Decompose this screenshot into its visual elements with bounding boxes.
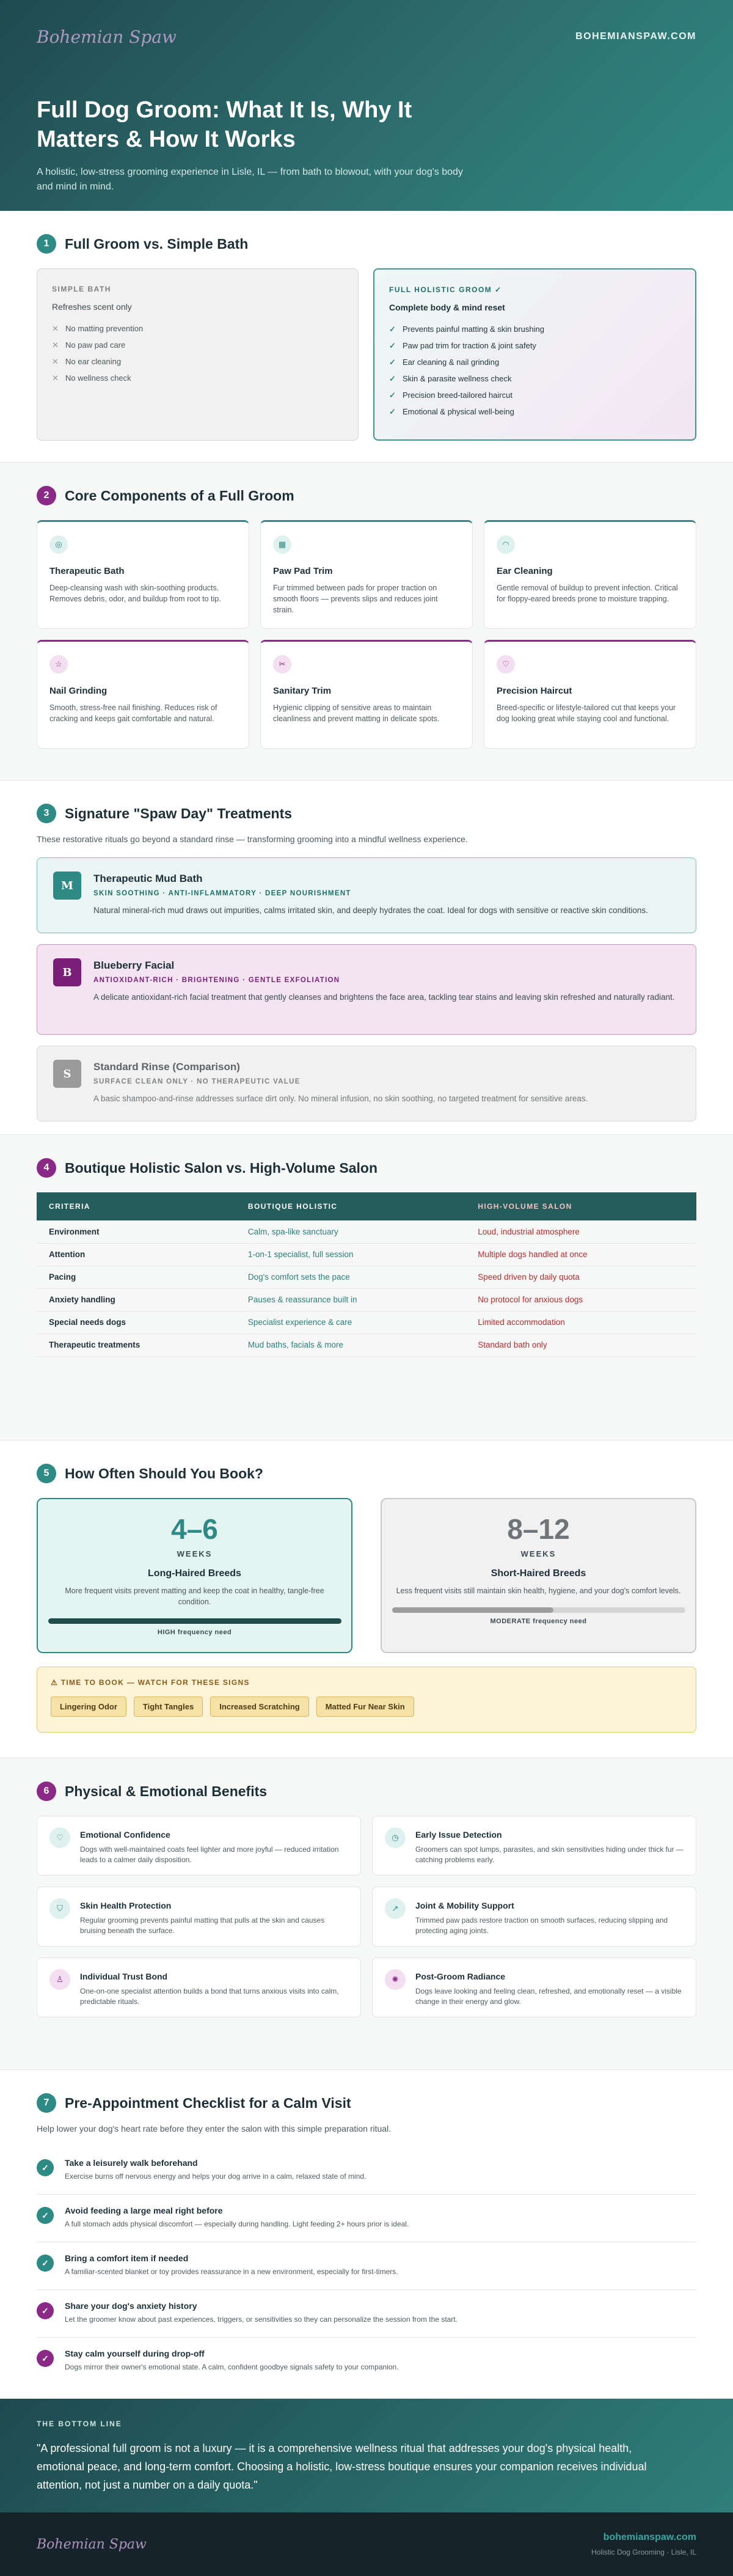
section-intro: These restorative rituals go beyond a standard rinse — transforming grooming into a mindful wellness experience.	[37, 834, 468, 844]
checklist-text: A familiar-scented blanket or toy provides reassurance in a new environment, especially for first-timers.	[65, 2267, 398, 2276]
paw-icon: ▦	[273, 535, 291, 554]
section-benefits	[0, 1758, 733, 2070]
checklist-text: Dogs mirror their owner's emotional state. A calm, confident goodbye signals safety to your companion.	[65, 2363, 399, 2371]
section-spaw-day	[0, 780, 733, 1135]
week-range: 8–12	[507, 1513, 570, 1545]
table-row	[37, 1311, 696, 1334]
component-card	[37, 520, 249, 629]
treatment-tags: ANTIOXIDANT-RICH · BRIGHTENING · GENTLE EXFOLIATION	[93, 977, 340, 984]
week-range: 4–6	[171, 1513, 218, 1545]
high-volume-cell: No protocol for anxious dogs	[465, 1288, 696, 1311]
component-text: Smooth, stress-free nail finishing. Reduces risk of cracking and keeps gait comfortable and natural.	[49, 703, 217, 723]
sign-chip: Matted Fur Near Skin	[316, 1697, 414, 1717]
component-title: Ear Cleaning	[497, 566, 553, 576]
checklist-title: Take a leisurely walk beforehand	[65, 2158, 198, 2168]
benefit-card	[372, 1887, 696, 1947]
nail-icon: ☆	[49, 655, 68, 673]
mud-badge: M	[53, 872, 81, 900]
list-item: ✕ No paw pad care	[52, 340, 126, 350]
benefit-title: Emotional Confidence	[80, 1830, 170, 1840]
page-title: Full Dog Groom: What It Is, Why It Matters & How It Works	[37, 97, 412, 152]
card-tag: SIMPLE BATH	[52, 285, 111, 293]
check-icon: ✓	[37, 2159, 54, 2176]
check-icon: ✓	[389, 340, 396, 350]
treatment-title: Therapeutic Mud Bath	[93, 873, 203, 884]
section-title: Pre-Appointment Checklist for a Calm Visit	[65, 2094, 351, 2111]
footer	[0, 2512, 733, 2576]
benefit-text: Regular grooming prevents painful matting that pulls at the skin and causes bruising beneath the surface.	[80, 1916, 325, 1935]
section-full-vs-bath	[0, 211, 733, 463]
frequency-need: MODERATE frequency need	[490, 1618, 587, 1625]
frequency-fill	[392, 1607, 553, 1613]
list-item: ✓ Ear cleaning & nail grinding	[389, 357, 500, 367]
logo-text: Bohemian Spaw	[37, 26, 177, 47]
high-volume-cell: Limited accommodation	[465, 1311, 696, 1334]
user-icon: ♙	[49, 1969, 70, 1990]
checklist-title: Avoid feeding a large meal right before	[65, 2206, 223, 2215]
bottom-line-quote: "A professional full groom is not a luxury — it is a comprehensive wellness ritual that addresses your dog's physical health, emotional peace, and long-term comfort. Choosing a holistic, low-stress boutique ensures your companion receives individual attention, not just a number on a daily quota."	[37, 2442, 647, 2491]
frequency-bar	[48, 1618, 341, 1624]
full-groom-card	[373, 268, 696, 441]
section-number: 1	[37, 234, 56, 254]
list-item: ✕ No matting prevention	[52, 323, 144, 333]
ear-icon: ◠	[497, 535, 515, 554]
treatment-text: Natural mineral-rich mud draws out impurities, calms irritated skin, and deeply hydrates the coat. Ideal for dogs with sensitive or reactive skin conditions.	[93, 906, 648, 915]
check-icon: ✓	[389, 390, 396, 400]
sign-chip: Increased Scratching	[210, 1697, 309, 1717]
component-card	[484, 640, 696, 749]
boutique-cell: Dog's comfort sets the pace	[236, 1266, 465, 1288]
checklist-text: Let the groomer know about past experiences, triggers, or sensitivities so they can personalize the session from the start.	[65, 2315, 458, 2324]
benefit-text: Dogs with well-maintained coats feel lighter and more joyful — reduced irritation leads to a calmer daily disposition.	[80, 1845, 339, 1864]
hero-header	[0, 0, 733, 211]
list-item: ✓ Paw pad trim for traction & joint safety	[389, 340, 536, 350]
card-subtitle: Complete body & mind reset	[389, 303, 505, 312]
checklist-item	[37, 2338, 696, 2385]
shield-icon: ⛉	[49, 1898, 70, 1919]
checklist-item	[37, 2290, 696, 2338]
benefit-card	[372, 1816, 696, 1876]
page-subtitle: A holistic, low-stress grooming experience in Lisle, IL — from bath to blowout, with your dog's body and mind in mind.	[37, 167, 463, 192]
benefit-text: One-on-one specialist attention builds a bond that turns anxious visits into calm, predictable rituals.	[80, 1987, 339, 2006]
clock-icon: ◷	[385, 1827, 406, 1848]
component-text: Breed-specific or lifestyle-tailored cut that keeps your dog looking great while staying cool and functional.	[497, 703, 676, 723]
list-item: ✓ Precision breed-tailored haircut	[389, 390, 512, 400]
criteria-cell: Anxiety handling	[37, 1288, 236, 1311]
list-item: ✕ No wellness check	[52, 373, 131, 383]
section-number: 6	[37, 1782, 56, 1801]
simple-bath-card	[37, 268, 359, 441]
boutique-cell: Pauses & reassurance built in	[236, 1288, 465, 1311]
list-item: ✓ Prevents painful matting & skin brushing	[389, 324, 544, 334]
table-row	[37, 1220, 696, 1243]
section-title: Signature "Spaw Day" Treatments	[65, 805, 293, 821]
rinse-badge: S	[53, 1060, 81, 1088]
list-item: ✓ Skin & parasite wellness check	[389, 373, 512, 383]
component-title: Paw Pad Trim	[273, 566, 333, 576]
benefit-card	[37, 1887, 361, 1947]
component-text: Deep-cleansing wash with skin-soothing products. Removes debris, odor, and buildup from root to tip.	[49, 584, 221, 603]
high-volume-cell: Speed driven by daily quota	[465, 1266, 696, 1288]
check-icon: ✓	[37, 2255, 54, 2272]
section-core-components	[0, 463, 733, 780]
high-volume-cell: Multiple dogs handled at once	[465, 1243, 696, 1266]
list-item: ✕ No ear cleaning	[52, 356, 122, 366]
scissors-icon: ✂	[273, 655, 291, 673]
component-card	[484, 520, 696, 629]
component-title: Precision Haircut	[497, 686, 572, 696]
treatment-title: Blueberry Facial	[93, 960, 175, 971]
sign-chip: Tight Tangles	[134, 1697, 203, 1717]
check-icon: ✓	[389, 357, 396, 367]
checklist-text: Exercise burns off nervous energy and helps your dog arrive in a calm, relaxed state of mind.	[65, 2172, 366, 2181]
x-icon: ✕	[52, 373, 59, 383]
check-icon: ✓	[389, 406, 396, 416]
column-header: BOUTIQUE HOLISTIC	[247, 1202, 338, 1211]
bottom-line-label: THE BOTTOM LINE	[37, 2420, 122, 2428]
blueberry-badge: B	[53, 958, 81, 986]
bottom-line	[0, 2399, 733, 2512]
component-text: Fur trimmed between pads for proper traction on smooth floors — prevents slips and reduces joint strain.	[273, 584, 438, 614]
component-card	[260, 520, 473, 629]
section-booking-frequency	[0, 1440, 733, 1758]
section-number: 5	[37, 1464, 56, 1483]
benefit-text: Trimmed paw pads restore traction on smooth surfaces, reducing slipping and protecting aging joints.	[415, 1916, 668, 1935]
list-item: ✓ Emotional & physical well-being	[389, 406, 514, 416]
checklist-title: Share your dog's anxiety history	[65, 2301, 197, 2311]
week-unit: WEEKS	[520, 1549, 556, 1558]
section-number: 3	[37, 804, 56, 823]
section-number: 2	[37, 486, 56, 505]
criteria-cell: Environment	[37, 1220, 236, 1243]
site-link[interactable]: BOHEMIANSPAW.COM	[575, 31, 696, 42]
column-header: HIGH-VOLUME SALON	[478, 1202, 572, 1211]
component-text: Hygienic clipping of sensitive areas to maintain cleanliness and prevent matting in delicate spots.	[273, 703, 440, 723]
section-title: How Often Should You Book?	[65, 1465, 263, 1481]
bath-icon: ◎	[49, 535, 68, 554]
breed-text: More frequent visits prevent matting and keep the coat in healthy, tangle-free condition.	[65, 1587, 324, 1606]
long-haired-card	[37, 1498, 352, 1653]
treatment-title: Standard Rinse (Comparison)	[93, 1061, 240, 1073]
footer-site-link[interactable]: bohemianspaw.com	[603, 2532, 696, 2542]
high-volume-cell: Loud, industrial atmosphere	[465, 1220, 696, 1243]
sign-chip: Lingering Odor	[51, 1697, 126, 1717]
sparkle-icon: ✺	[385, 1969, 406, 1990]
section-title: Physical & Emotional Benefits	[65, 1783, 268, 1799]
high-volume-cell: Standard bath only	[465, 1334, 696, 1356]
benefit-card	[37, 1816, 361, 1876]
breed-title: Long-Haired Breeds	[148, 1568, 241, 1579]
criteria-cell: Pacing	[37, 1266, 236, 1288]
benefit-text: Groomers can spot lumps, parasites, and skin sensitivities hiding under thick fur — catching problems early.	[415, 1845, 684, 1864]
component-title: Therapeutic Bath	[49, 566, 125, 576]
breed-text: Less frequent visits still maintain skin health, hygiene, and your dog's comfort levels.	[396, 1587, 681, 1595]
benefit-title: Post-Groom Radiance	[415, 1972, 506, 1981]
treatment-text: A basic shampoo-and-rinse addresses surface dirt only. No mineral infusion, no skin soothing, no targeted treatment for sensitive areas.	[93, 1094, 588, 1103]
section-title: Boutique Holistic Salon vs. High-Volume Salon	[65, 1159, 378, 1176]
treatment-mud-bath	[37, 857, 696, 933]
comparison-table	[37, 1192, 696, 1357]
checklist-item	[37, 2195, 696, 2242]
criteria-cell: Attention	[37, 1243, 236, 1266]
treatment-standard-rinse	[37, 1046, 696, 1121]
table-row	[37, 1334, 696, 1356]
check-icon: ✓	[389, 324, 396, 334]
check-icon: ✓	[37, 2302, 54, 2319]
checklist-item	[37, 2242, 696, 2290]
short-haired-card	[381, 1498, 696, 1653]
section-intro: Help lower your dog's heart rate before they enter the salon with this simple preparation ritual.	[37, 2124, 392, 2134]
section-checklist	[0, 2070, 733, 2399]
criteria-cell: Therapeutic treatments	[37, 1334, 236, 1356]
signs-title: ⚠ TIME TO BOOK — WATCH FOR THESE SIGNS	[51, 1678, 250, 1687]
trend-icon: ↗	[385, 1898, 406, 1919]
checklist-item	[37, 2147, 696, 2195]
benefit-title: Joint & Mobility Support	[415, 1901, 514, 1910]
benefit-card	[372, 1958, 696, 2017]
treatment-text: A delicate antioxidant-rich facial treatment that gently cleanses and brightens the face area, tackling tear stains and leaving skin refreshed and naturally radiant.	[93, 993, 675, 1002]
x-icon: ✕	[52, 340, 59, 350]
table-row	[37, 1266, 696, 1288]
section-salon-comparison	[0, 1135, 733, 1440]
week-unit: WEEKS	[177, 1549, 213, 1558]
check-icon: ✓	[37, 2350, 54, 2367]
table-row	[37, 1288, 696, 1311]
checklist-title: Bring a comfort item if needed	[65, 2253, 189, 2263]
component-card	[37, 640, 249, 749]
checklist-text: A full stomach adds physical discomfort — especially during handling. Light feeding 2+ hours prior is ideal.	[65, 2220, 409, 2228]
table-row	[37, 1243, 696, 1266]
section-title: Core Components of a Full Groom	[65, 487, 294, 504]
footer-tagline: Holistic Dog Grooming · Lisle, IL	[591, 2548, 696, 2556]
column-header: CRITERIA	[49, 1202, 90, 1211]
check-icon: ✓	[389, 373, 396, 383]
benefit-text: Dogs leave looking and feeling clean, refreshed, and emotionally reset — a visible change in their energy and glow.	[415, 1987, 682, 2006]
boutique-cell: Specialist experience & care	[236, 1311, 465, 1334]
card-subtitle: Refreshes scent only	[52, 302, 132, 312]
breed-title: Short-Haired Breeds	[490, 1568, 586, 1579]
heart-icon: ♡	[49, 1827, 70, 1848]
section-title: Full Groom vs. Simple Bath	[65, 235, 249, 252]
section-number: 4	[37, 1158, 56, 1178]
card-tag: FULL HOLISTIC GROOM ✓	[389, 285, 502, 294]
benefit-card	[37, 1958, 361, 2017]
component-text: Gentle removal of buildup to prevent infection. Critical for floppy-eared breeds prone to moisture trapping.	[497, 584, 678, 603]
section-number: 7	[37, 2093, 56, 2113]
component-title: Nail Grinding	[49, 686, 108, 696]
component-title: Sanitary Trim	[273, 686, 332, 696]
treatment-tags: SURFACE CLEAN ONLY · NO THERAPEUTIC VALUE	[93, 1078, 301, 1085]
haircut-icon: ♡	[497, 655, 515, 673]
benefit-title: Skin Health Protection	[80, 1901, 172, 1910]
check-icon: ✓	[37, 2207, 54, 2224]
treatment-tags: SKIN SOOTHING · ANTI-INFLAMMATORY · DEEP NOURISHMENT	[93, 890, 351, 897]
footer-logo[interactable]: Bohemian Spaw	[37, 2536, 147, 2552]
checklist-title: Stay calm yourself during drop-off	[65, 2349, 205, 2358]
frequency-need: HIGH frequency need	[157, 1629, 232, 1636]
boutique-cell: 1-on-1 specialist, full session	[236, 1243, 465, 1266]
boutique-cell: Calm, spa-like sanctuary	[236, 1220, 465, 1243]
component-card	[260, 640, 473, 749]
benefit-title: Individual Trust Bond	[80, 1972, 168, 1981]
frequency-fill	[48, 1618, 341, 1624]
logo[interactable]	[37, 27, 177, 47]
frequency-bar	[392, 1607, 685, 1613]
benefit-title: Early Issue Detection	[415, 1830, 502, 1840]
boutique-cell: Mud baths, facials & more	[236, 1334, 465, 1356]
treatment-blueberry-facial	[37, 944, 696, 1035]
x-icon: ✕	[52, 356, 59, 366]
x-icon: ✕	[52, 323, 59, 333]
booking-signs	[37, 1667, 696, 1733]
criteria-cell: Special needs dogs	[37, 1311, 236, 1334]
